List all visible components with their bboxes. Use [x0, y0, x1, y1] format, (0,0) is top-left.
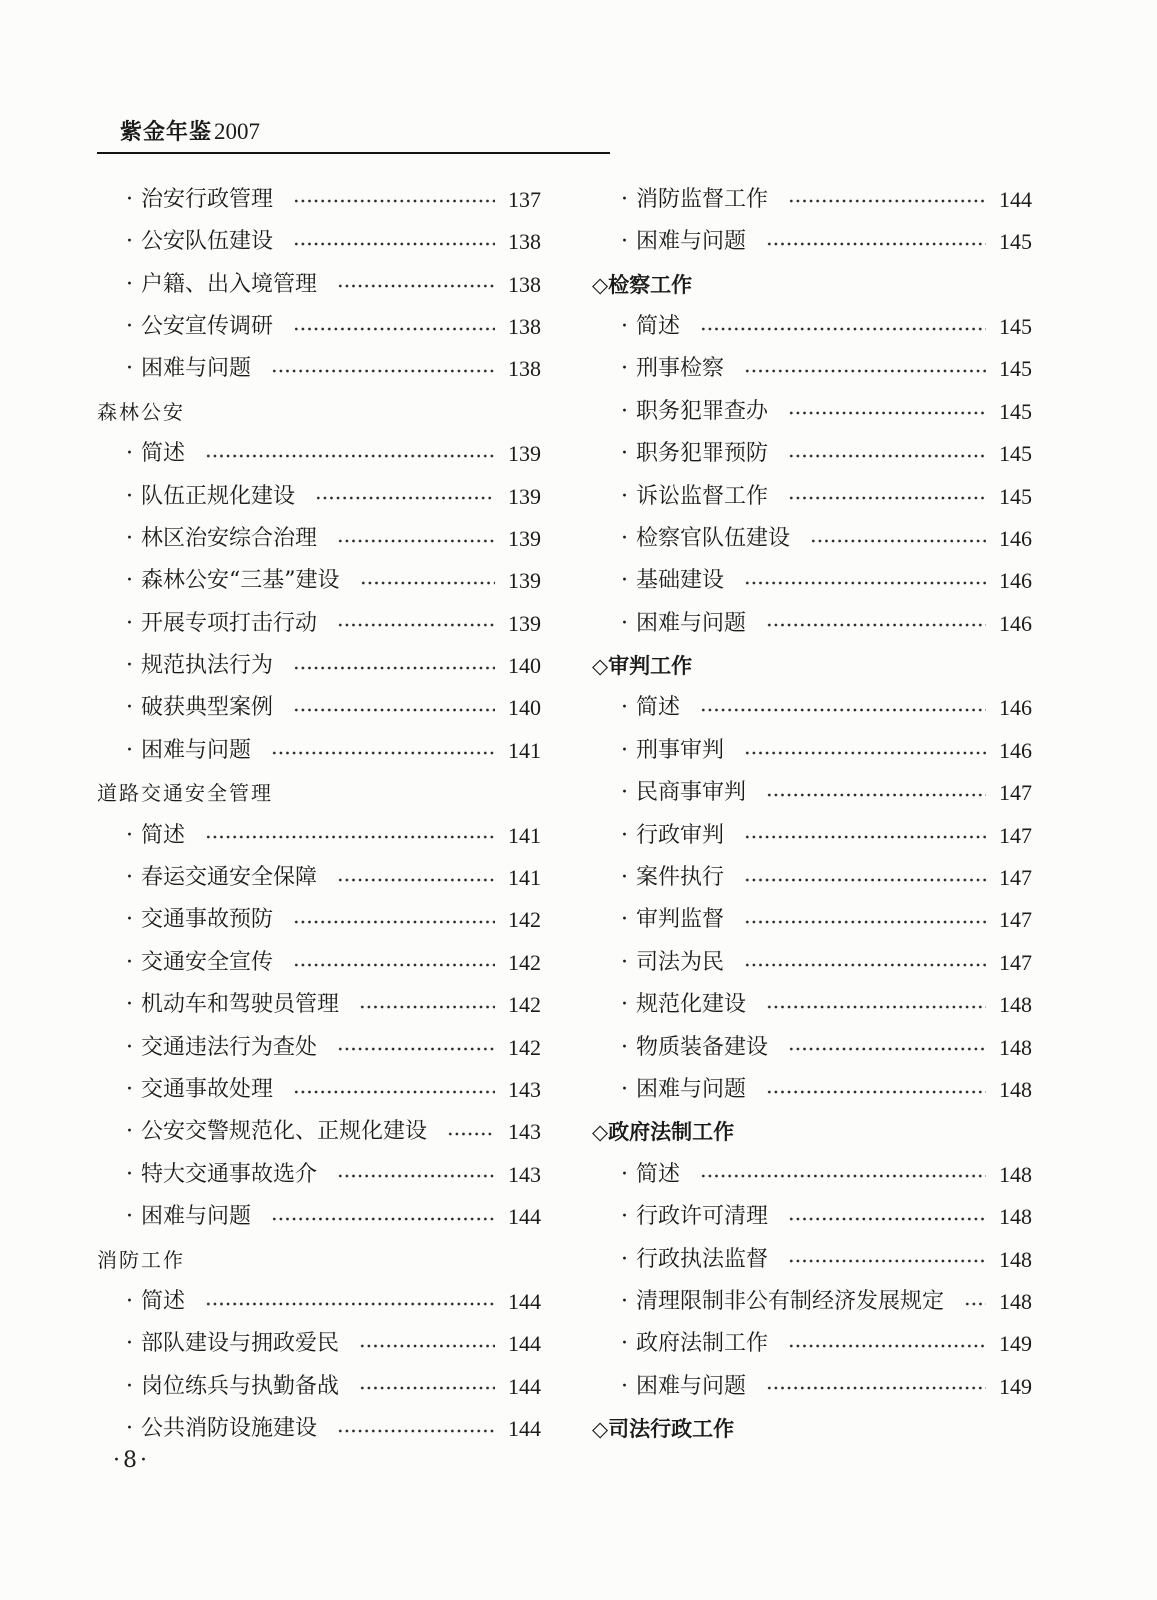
- entry-page-number: 145: [999, 398, 1032, 424]
- entry-bullet: ·: [126, 1119, 133, 1145]
- dot-leader: [766, 1385, 986, 1391]
- entry-title: 困难与问题: [141, 737, 252, 763]
- dot-leader: [744, 919, 986, 925]
- entry-title: 特大交通事故选介: [141, 1161, 318, 1187]
- dot-leader: [359, 1385, 495, 1391]
- entry-page-number: 147: [999, 949, 1032, 975]
- dot-leader: [744, 750, 986, 756]
- dot-leader: [271, 750, 495, 756]
- toc-entry: [97, 1069, 541, 1111]
- section-heading-text: 道路交通安全管理: [97, 781, 273, 806]
- toc-entry: [592, 1027, 1032, 1069]
- entry-title: 困难与问题: [636, 610, 747, 636]
- toc-entry: [592, 1281, 1032, 1323]
- entry-bullet: ·: [126, 229, 133, 255]
- dot-leader: [337, 538, 495, 544]
- entry-page-number: 138: [508, 313, 541, 339]
- toc-entry: [97, 645, 541, 687]
- dot-leader: [700, 707, 986, 713]
- dot-leader: [744, 368, 986, 374]
- dot-leader: [964, 1301, 986, 1307]
- entry-bullet: ·: [621, 525, 628, 551]
- section-heading-text: 森林公安: [97, 399, 185, 424]
- entry-page-number: 141: [508, 737, 541, 763]
- entry-title: 交通事故预防: [141, 907, 274, 933]
- running-header-text: [120, 119, 260, 146]
- section-heading-text: ◇司法行政工作: [592, 1417, 735, 1442]
- entry-page-number: 139: [508, 441, 541, 467]
- dot-leader: [788, 1343, 986, 1349]
- entry-title: 规范化建设: [636, 992, 747, 1018]
- dot-leader: [293, 198, 495, 204]
- dot-leader: [447, 1131, 495, 1137]
- toc-entry: [97, 179, 541, 221]
- toc-entry: [592, 391, 1032, 433]
- toc-entry: [592, 815, 1032, 857]
- entry-bullet: ·: [621, 865, 628, 891]
- entry-page-number: 138: [508, 271, 541, 297]
- dot-leader: [766, 1089, 986, 1095]
- toc-entry: [97, 815, 541, 857]
- entry-page-number: 140: [508, 695, 541, 721]
- section-heading-text: ◇检察工作: [592, 272, 693, 297]
- entry-title: 春运交通安全保障: [141, 865, 318, 891]
- entry-title: 困难与问题: [141, 356, 252, 382]
- entry-bullet: ·: [621, 356, 628, 382]
- toc-entry: [97, 264, 541, 306]
- entry-title: 破获典型案例: [141, 695, 274, 721]
- dot-leader: [271, 1216, 495, 1222]
- entry-page-number: 142: [508, 1034, 541, 1060]
- dot-leader: [205, 1301, 495, 1307]
- dot-leader: [205, 453, 495, 459]
- toc-entry: [97, 1196, 541, 1238]
- entry-title: 开展专项打击行动: [141, 610, 318, 636]
- entry-page-number: 142: [508, 907, 541, 933]
- toc-entry: [592, 984, 1032, 1026]
- entry-bullet: ·: [126, 907, 133, 933]
- entry-title: 公安交警规范化、正规化建设: [141, 1119, 428, 1145]
- entry-bullet: ·: [621, 992, 628, 1018]
- toc-entry: [592, 1323, 1032, 1365]
- section-heading: [97, 1239, 541, 1281]
- entry-bullet: ·: [126, 271, 133, 297]
- toc-entry: [97, 221, 541, 263]
- entry-page-number: 149: [999, 1373, 1032, 1399]
- dot-leader: [766, 622, 986, 628]
- entry-title: 职务犯罪查办: [636, 398, 769, 424]
- entry-title: 困难与问题: [636, 229, 747, 255]
- section-heading-text: 消防工作: [97, 1247, 185, 1272]
- entry-bullet: ·: [126, 695, 133, 721]
- entry-bullet: ·: [126, 1373, 133, 1399]
- toc-entry: [592, 518, 1032, 560]
- entry-title: 行政审判: [636, 822, 725, 848]
- toc-entry: [97, 899, 541, 941]
- toc-entry: [592, 857, 1032, 899]
- entry-title: 案件执行: [636, 865, 725, 891]
- entry-bullet: ·: [126, 822, 133, 848]
- entry-title: 物质装备建设: [636, 1034, 769, 1060]
- entry-page-number: 143: [508, 1161, 541, 1187]
- entry-title: 消防监督工作: [636, 186, 769, 212]
- entry-title: 诉讼监督工作: [636, 483, 769, 509]
- entry-page-number: 144: [508, 1373, 541, 1399]
- dot-leader: [744, 962, 986, 968]
- toc-column-left: [97, 179, 541, 1451]
- entry-bullet: ·: [621, 398, 628, 424]
- entry-title: 交通安全宣传: [141, 949, 274, 975]
- dot-leader: [293, 707, 495, 713]
- dot-leader: [700, 1173, 986, 1179]
- toc-entry: [592, 1366, 1032, 1408]
- dot-leader: [293, 919, 495, 925]
- dot-leader: [205, 834, 495, 840]
- dot-leader: [766, 1004, 986, 1010]
- dot-leader: [788, 1216, 986, 1222]
- toc-entry: [97, 1027, 541, 1069]
- toc-entry: [592, 433, 1032, 475]
- entry-title: 公安宣传调研: [141, 313, 274, 339]
- entry-title: 队伍正规化建设: [141, 483, 296, 509]
- entry-title: 交通事故处理: [141, 1077, 274, 1102]
- dot-leader: [788, 495, 986, 501]
- yearbook-year: 2007: [214, 119, 261, 144]
- entry-bullet: ·: [621, 186, 628, 212]
- entry-title: 林区治安综合治理: [141, 525, 318, 551]
- entry-bullet: ·: [621, 1373, 628, 1399]
- dot-leader: [788, 410, 986, 416]
- toc-entry: [97, 433, 541, 475]
- toc-entry: [97, 984, 541, 1026]
- entry-page-number: 149: [999, 1331, 1032, 1357]
- dot-leader: [766, 241, 986, 247]
- entry-page-number: 146: [999, 695, 1032, 721]
- dot-leader: [293, 241, 495, 247]
- entry-title: 刑事审判: [636, 737, 725, 763]
- entry-bullet: ·: [126, 356, 133, 382]
- entry-title: 交通违法行为查处: [141, 1034, 318, 1060]
- entry-title: 检察官队伍建设: [636, 525, 791, 551]
- entry-bullet: ·: [621, 1204, 628, 1230]
- entry-bullet: ·: [126, 1416, 133, 1442]
- entry-page-number: 140: [508, 653, 541, 679]
- entry-page-number: 148: [999, 1246, 1032, 1272]
- dot-leader: [337, 1173, 495, 1179]
- running-header: [97, 112, 610, 154]
- entry-page-number: 143: [508, 1119, 541, 1145]
- entry-bullet: ·: [621, 1077, 628, 1102]
- entry-title: 户籍、出入境管理: [141, 271, 318, 297]
- entry-bullet: ·: [621, 441, 628, 467]
- entry-title: 部队建设与拥政爱民: [141, 1331, 340, 1357]
- entry-title: 简述: [141, 822, 186, 848]
- dot-leader: [810, 538, 986, 544]
- toc-entry: [97, 1111, 541, 1153]
- toc-entry: [97, 476, 541, 518]
- toc-entry: [97, 560, 541, 602]
- dot-leader: [788, 1258, 986, 1264]
- toc-entry: [97, 1154, 541, 1196]
- entry-bullet: ·: [126, 525, 133, 551]
- toc-entry: [592, 1196, 1032, 1238]
- dot-leader: [293, 665, 495, 671]
- entry-bullet: ·: [126, 1034, 133, 1060]
- toc-entry: [97, 1323, 541, 1365]
- entry-page-number: 139: [508, 525, 541, 551]
- entry-title: 规范执法行为: [141, 653, 274, 679]
- entry-page-number: 147: [999, 865, 1032, 891]
- entry-page-number: 147: [999, 907, 1032, 933]
- entry-title: 困难与问题: [636, 1373, 747, 1399]
- entry-page-number: 139: [508, 610, 541, 636]
- dot-leader: [744, 877, 986, 883]
- entry-page-number: 148: [999, 1204, 1032, 1230]
- entry-bullet: ·: [126, 610, 133, 636]
- entry-bullet: ·: [126, 568, 133, 594]
- dot-leader: [360, 580, 496, 586]
- entry-title: 机动车和驾驶员管理: [141, 992, 340, 1018]
- toc-entry: [592, 772, 1032, 814]
- entry-page-number: 148: [999, 1077, 1032, 1102]
- dot-leader: [337, 1428, 495, 1434]
- entry-page-number: 145: [999, 229, 1032, 255]
- toc-entry: [97, 857, 541, 899]
- section-heading: [97, 772, 541, 814]
- toc-entry: [592, 603, 1032, 645]
- dot-leader: [744, 580, 986, 586]
- entry-page-number: 148: [999, 1161, 1032, 1187]
- dot-leader: [293, 1089, 495, 1095]
- entry-page-number: 145: [999, 313, 1032, 339]
- entry-bullet: ·: [621, 1288, 628, 1314]
- entry-page-number: 143: [508, 1077, 541, 1102]
- entry-bullet: ·: [126, 1204, 133, 1230]
- entry-title: 简述: [636, 1161, 681, 1187]
- toc-entry: [592, 221, 1032, 263]
- entry-page-number: 148: [999, 1288, 1032, 1314]
- entry-bullet: ·: [621, 695, 628, 721]
- toc-entry: [592, 476, 1032, 518]
- entry-title: 基础建设: [636, 568, 725, 594]
- entry-bullet: ·: [126, 313, 133, 339]
- dot-leader: [766, 792, 986, 798]
- entry-page-number: 144: [508, 1416, 541, 1442]
- dot-leader: [337, 877, 495, 883]
- entry-page-number: 142: [508, 992, 541, 1018]
- entry-page-number: 145: [999, 356, 1032, 382]
- entry-bullet: ·: [621, 1034, 628, 1060]
- entry-title: 治安行政管理: [141, 186, 274, 212]
- entry-bullet: ·: [126, 483, 133, 509]
- toc-entry: [592, 687, 1032, 729]
- toc-entry: [97, 603, 541, 645]
- entry-title: 简述: [141, 1288, 186, 1314]
- dot-leader: [293, 962, 495, 968]
- entry-bullet: ·: [621, 907, 628, 933]
- entry-title: 行政许可清理: [636, 1204, 769, 1230]
- section-heading: [592, 264, 1032, 306]
- dot-leader: [293, 326, 495, 332]
- entry-title: 政府法制工作: [636, 1331, 769, 1357]
- section-heading: [97, 391, 541, 433]
- entry-page-number: 144: [508, 1204, 541, 1230]
- toc-column-right: [592, 179, 1032, 1451]
- entry-page-number: 144: [999, 186, 1032, 212]
- toc-entry: [592, 899, 1032, 941]
- toc-entry: [592, 348, 1032, 390]
- toc-entry: [592, 306, 1032, 348]
- entry-page-number: 141: [508, 822, 541, 848]
- toc-entry: [97, 1281, 541, 1323]
- entry-page-number: 141: [508, 865, 541, 891]
- entry-bullet: ·: [621, 1161, 628, 1187]
- dot-leader: [359, 1343, 495, 1349]
- entry-bullet: ·: [126, 1288, 133, 1314]
- toc-entry: [592, 730, 1032, 772]
- entry-bullet: ·: [621, 949, 628, 975]
- entry-page-number: 148: [999, 992, 1032, 1018]
- toc-entry: [592, 1154, 1032, 1196]
- dot-leader: [788, 453, 986, 459]
- entry-title: 民商事审判: [636, 780, 747, 806]
- yearbook-title: 紫金年鉴: [120, 120, 213, 145]
- entry-title: 简述: [141, 441, 186, 467]
- entry-bullet: ·: [621, 737, 628, 763]
- toc-entry: [97, 348, 541, 390]
- dot-leader: [271, 368, 495, 374]
- entry-bullet: ·: [621, 568, 628, 594]
- entry-page-number: 139: [508, 568, 541, 594]
- entry-bullet: ·: [126, 1077, 133, 1102]
- entry-title: 审判监督: [636, 907, 725, 933]
- entry-page-number: 138: [508, 356, 541, 382]
- entry-page-number: 146: [999, 610, 1032, 636]
- toc-entry: [592, 1069, 1032, 1111]
- entry-bullet: ·: [126, 441, 133, 467]
- entry-bullet: ·: [126, 737, 133, 763]
- toc-entry: [592, 1239, 1032, 1281]
- entry-bullet: ·: [126, 865, 133, 891]
- dot-leader: [788, 198, 986, 204]
- entry-bullet: ·: [126, 1161, 133, 1187]
- section-heading-text: ◇政府法制工作: [592, 1120, 735, 1145]
- entry-title: 刑事检察: [636, 356, 725, 382]
- toc-entry: [592, 560, 1032, 602]
- entry-page-number: 147: [999, 822, 1032, 848]
- dot-leader: [788, 1046, 986, 1052]
- dot-leader: [315, 495, 495, 501]
- entry-title: 简述: [636, 313, 681, 339]
- dot-leader: [337, 622, 495, 628]
- section-heading: [592, 1408, 1032, 1450]
- entry-page-number: 144: [508, 1288, 541, 1314]
- toc-entry: [97, 1366, 541, 1408]
- entry-bullet: ·: [621, 1331, 628, 1357]
- entry-page-number: 146: [999, 568, 1032, 594]
- section-heading-text: ◇审判工作: [592, 654, 693, 679]
- toc-entry: [97, 306, 541, 348]
- entry-title: 公安队伍建设: [141, 229, 274, 255]
- entry-page-number: 137: [508, 186, 541, 212]
- entry-bullet: ·: [621, 780, 628, 806]
- entry-page-number: 145: [999, 483, 1032, 509]
- entry-title: 清理限制非公有制经济发展规定: [636, 1288, 945, 1314]
- entry-bullet: ·: [126, 653, 133, 679]
- toc-entry: [592, 179, 1032, 221]
- dot-leader: [359, 1004, 495, 1010]
- section-heading: [592, 645, 1032, 687]
- entry-page-number: 142: [508, 949, 541, 975]
- toc-entry: [97, 1408, 541, 1450]
- entry-bullet: ·: [126, 992, 133, 1018]
- entry-bullet: ·: [126, 1331, 133, 1357]
- entry-title: 职务犯罪预防: [636, 441, 769, 467]
- toc-entry: [97, 687, 541, 729]
- toc-entry: [97, 730, 541, 772]
- entry-page-number: 144: [508, 1331, 541, 1357]
- toc-entry: [97, 942, 541, 984]
- entry-title: 简述: [636, 695, 681, 721]
- dot-leader: [744, 834, 986, 840]
- dot-leader: [700, 326, 986, 332]
- entry-bullet: ·: [621, 1246, 628, 1272]
- entry-title: 公共消防设施建设: [141, 1416, 318, 1442]
- entry-bullet: ·: [621, 229, 628, 255]
- entry-page-number: 139: [508, 483, 541, 509]
- section-heading: [592, 1111, 1032, 1153]
- toc-entry: [592, 942, 1032, 984]
- entry-bullet: ·: [126, 949, 133, 975]
- entry-page-number: 145: [999, 441, 1032, 467]
- entry-title: 困难与问题: [636, 1077, 747, 1102]
- entry-page-number: 138: [508, 229, 541, 255]
- entry-title: 岗位练兵与执勤备战: [141, 1373, 340, 1399]
- dot-leader: [337, 1046, 495, 1052]
- entry-bullet: ·: [621, 483, 628, 509]
- page-number: ·8·: [113, 1448, 150, 1473]
- entry-title: 司法为民: [636, 949, 725, 975]
- entry-title: 森林公安“三基”建设: [141, 568, 340, 594]
- toc-entry: [97, 518, 541, 560]
- entry-title: 困难与问题: [141, 1204, 252, 1230]
- entry-bullet: ·: [126, 186, 133, 212]
- entry-bullet: ·: [621, 822, 628, 848]
- entry-title: 行政执法监督: [636, 1246, 769, 1272]
- entry-page-number: 148: [999, 1034, 1032, 1060]
- entry-bullet: ·: [621, 610, 628, 636]
- entry-bullet: ·: [621, 313, 628, 339]
- entry-page-number: 146: [999, 737, 1032, 763]
- entry-page-number: 146: [999, 525, 1032, 551]
- dot-leader: [337, 283, 495, 289]
- entry-page-number: 147: [999, 780, 1032, 806]
